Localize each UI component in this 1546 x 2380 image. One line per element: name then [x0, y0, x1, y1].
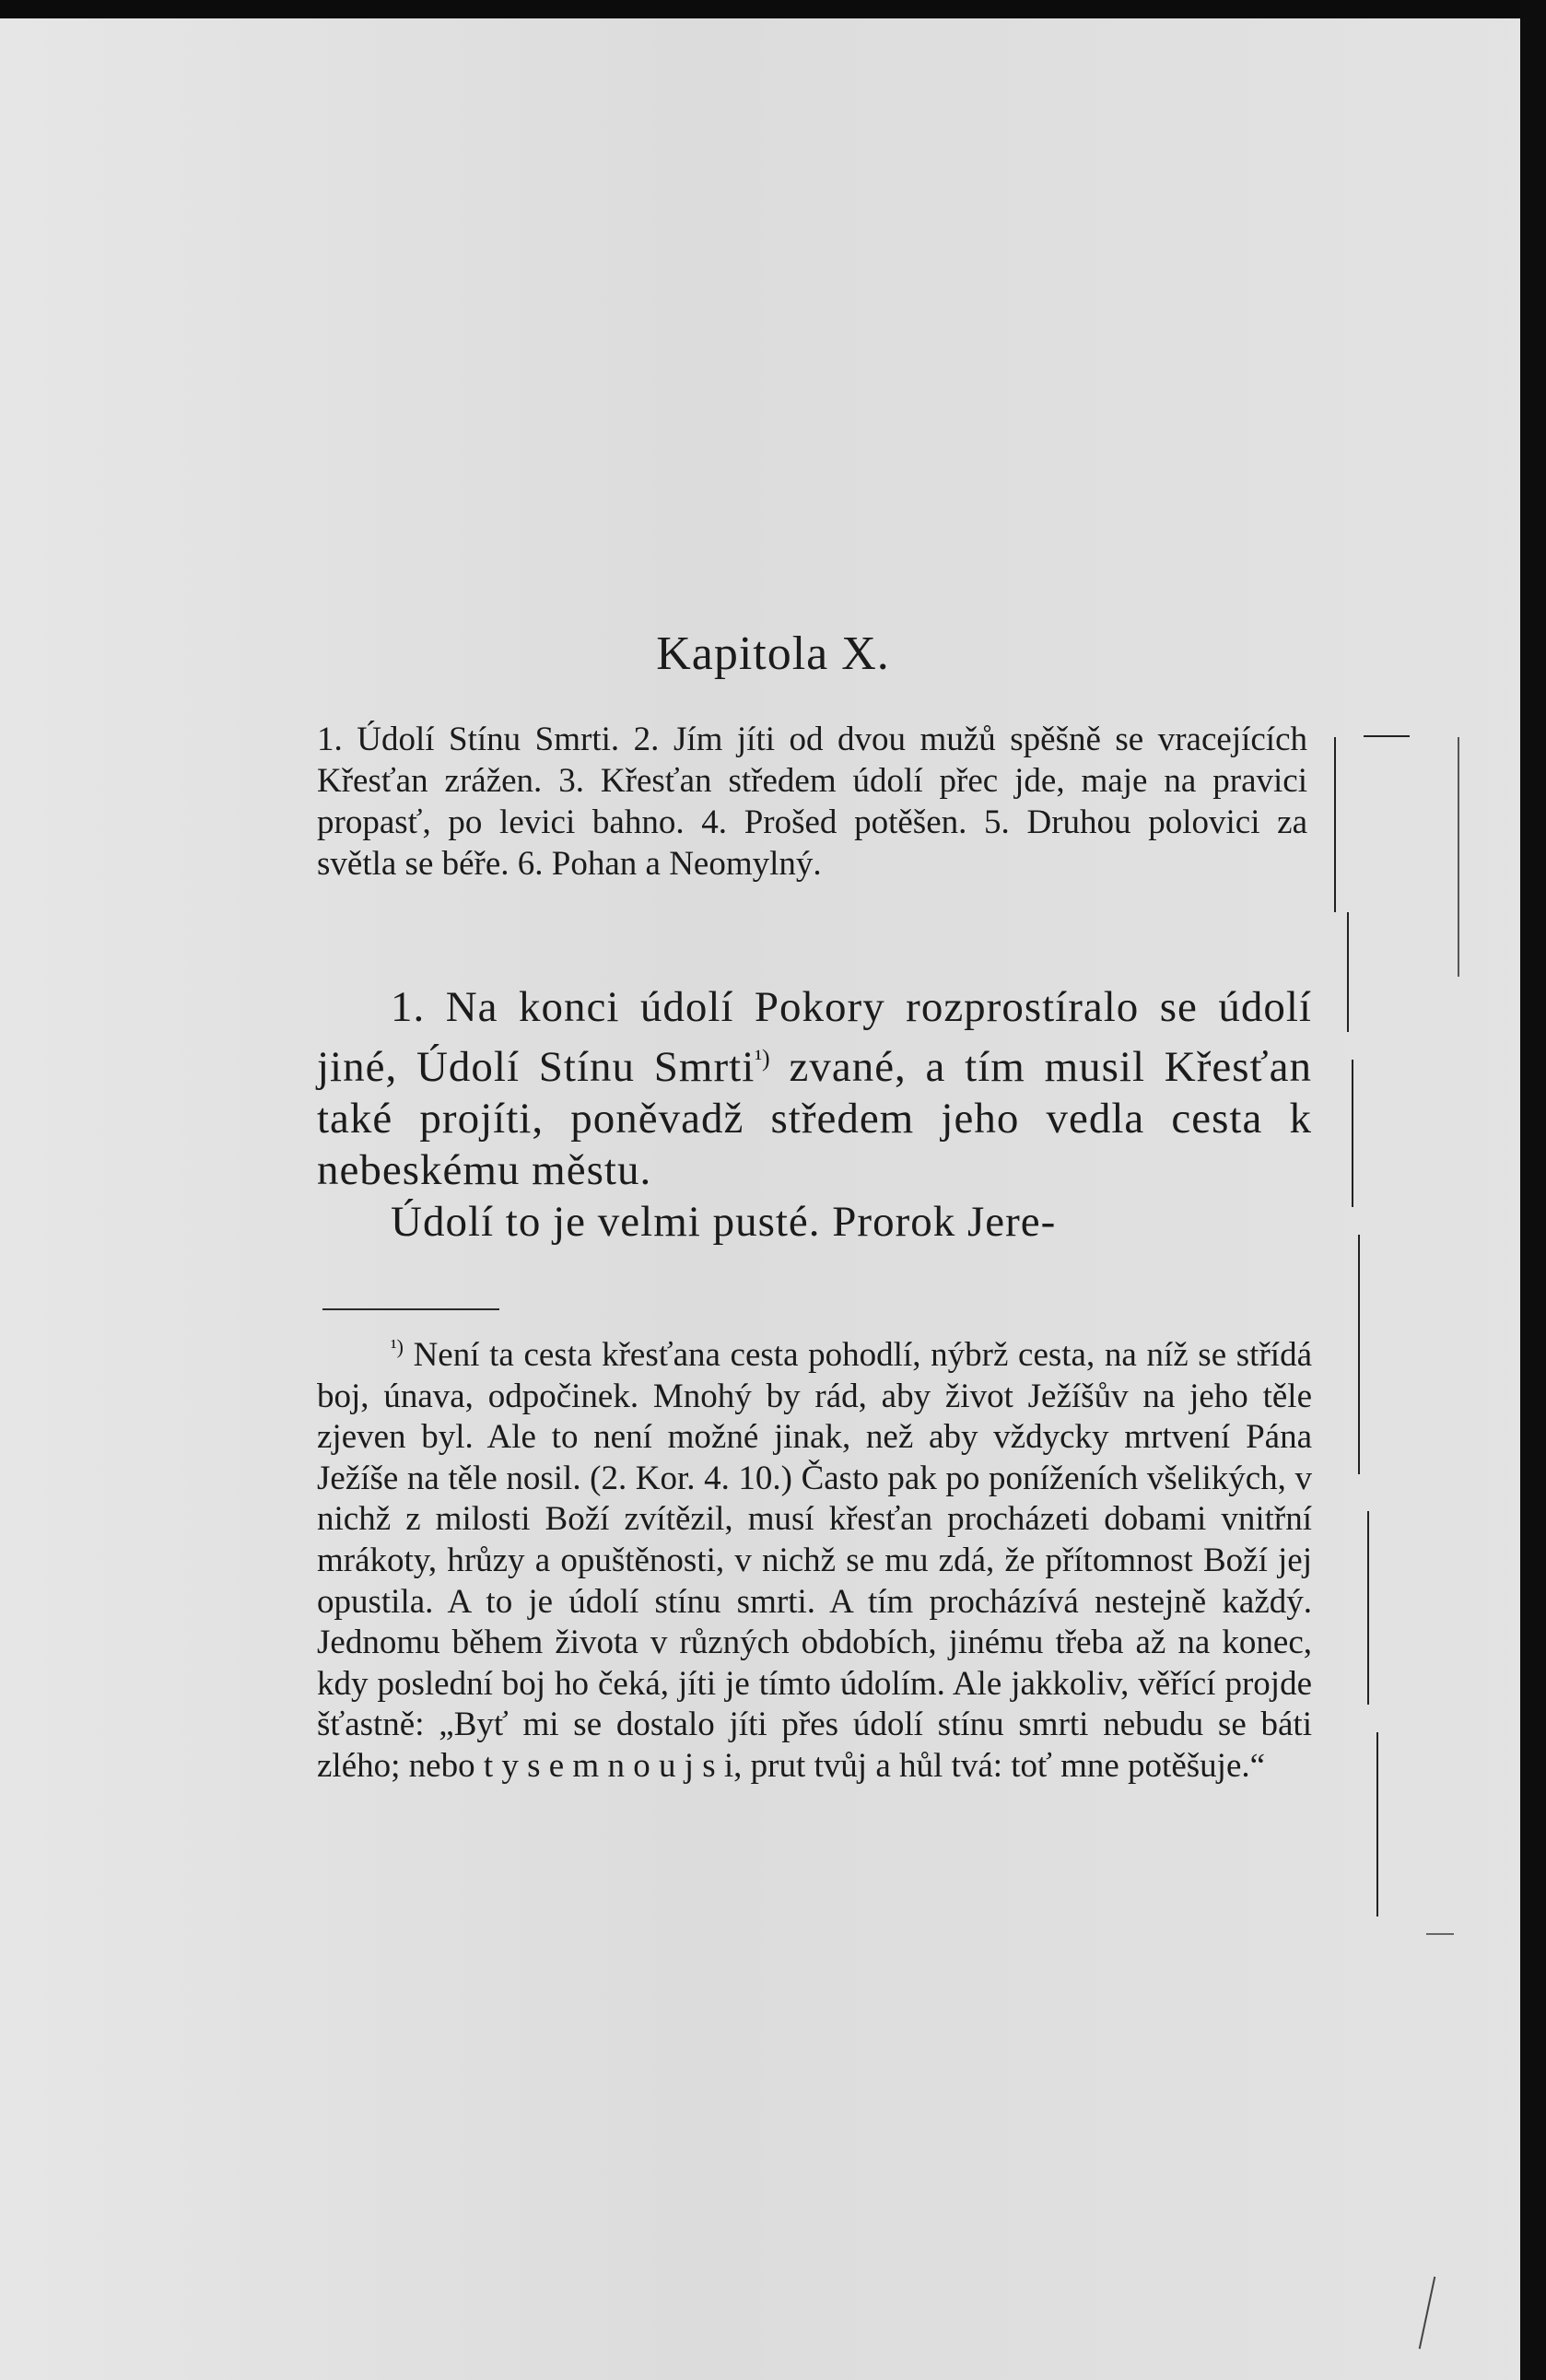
scan-right-edge: [1520, 0, 1546, 2380]
chapter-summary: [317, 719, 1307, 885]
scan-mark: [1364, 735, 1410, 737]
footnote-paragraph: [317, 1327, 1312, 1788]
footnote-divider: [322, 1308, 499, 1310]
scan-mark: [1458, 737, 1459, 977]
chapter-heading: Kapitola X.: [656, 627, 890, 680]
scan-mark: [1334, 737, 1336, 912]
summary-text: 1. Údolí Stínu Smrti. 2. Jím jíti od dvou mužů spěšně se vracejících Křesťan zrážen. 3. Křesťan středem údolí přec jde, maje na pravici propasť, po levici bahno. 4. Prošed potěšen. 5. Druhou polovici za světla se béře. 6. Pohan a Neomylný.: [317, 721, 1307, 883]
footnote: [317, 1327, 1312, 1788]
main-text: [317, 981, 1312, 1248]
paragraph-2: Údolí to je velmi pusté. Prorok Jere-: [391, 1198, 1057, 1246]
scan-top-edge: [0, 0, 1546, 18]
paragraph-1-end: zvané, a tím musil Křesťan také projíti, poněvadž středem jeho vedla cesta k nebeskému městu.: [317, 1043, 1312, 1194]
scan-mark: [1426, 1933, 1454, 1935]
paragraph-1-start: 1. Na konci údolí Pokory rozprostíralo se údolí jiné, Údolí Stínu Smrti: [317, 983, 1312, 1091]
footnote-reference: ¹): [755, 1045, 770, 1072]
scan-mark: [1347, 912, 1349, 1032]
footnote-marker: ¹): [391, 1335, 404, 1358]
scan-mark: [1376, 1732, 1378, 1917]
scan-mark: [1358, 1235, 1360, 1474]
paragraph-1: [317, 981, 1312, 1196]
footnote-text-end: , prut tvůj a hůl tvá: toť mne potěšuje.“: [733, 1746, 1266, 1785]
footnote-text: Není ta cesta křesťana cesta pohodlí, nýbrž cesta, na níž se střídá boj, únava, odpočinek. Mnohý by rád, aby život Ježíšův na jeho těle zjeven byl. Ale to není možné jinak, než aby vždycky mrtvení Pána Ježíše na těle nosil. (2. Kor. 4. 10.) Často pak po poníženích všelikých, v nichž z milosti Boží zvítězil, musí křesťan procházeti dobami vnitřní mrákoty, hrůzy a opuštěnosti, v nichž se mu zdá, že přítomnost Boží jej opustila. A to je údolí stínu smrti. A tím procházívá nestejně každý. Jednomu během života v různých obdobích, jinému třeba až na konec, kdy poslední boj ho čeká, jíti je tímto údolím. Ale jakkoliv, věřící projde šťastně: „Byť mi se dostalo jíti přes údolí stínu smrti nebudu se báti zlého; nebo: [317, 1336, 1312, 1785]
scan-mark: [1367, 1511, 1369, 1705]
footnote-spaced-text: t y s e m n o u j s i: [483, 1746, 734, 1785]
scan-mark: [1352, 1060, 1353, 1207]
